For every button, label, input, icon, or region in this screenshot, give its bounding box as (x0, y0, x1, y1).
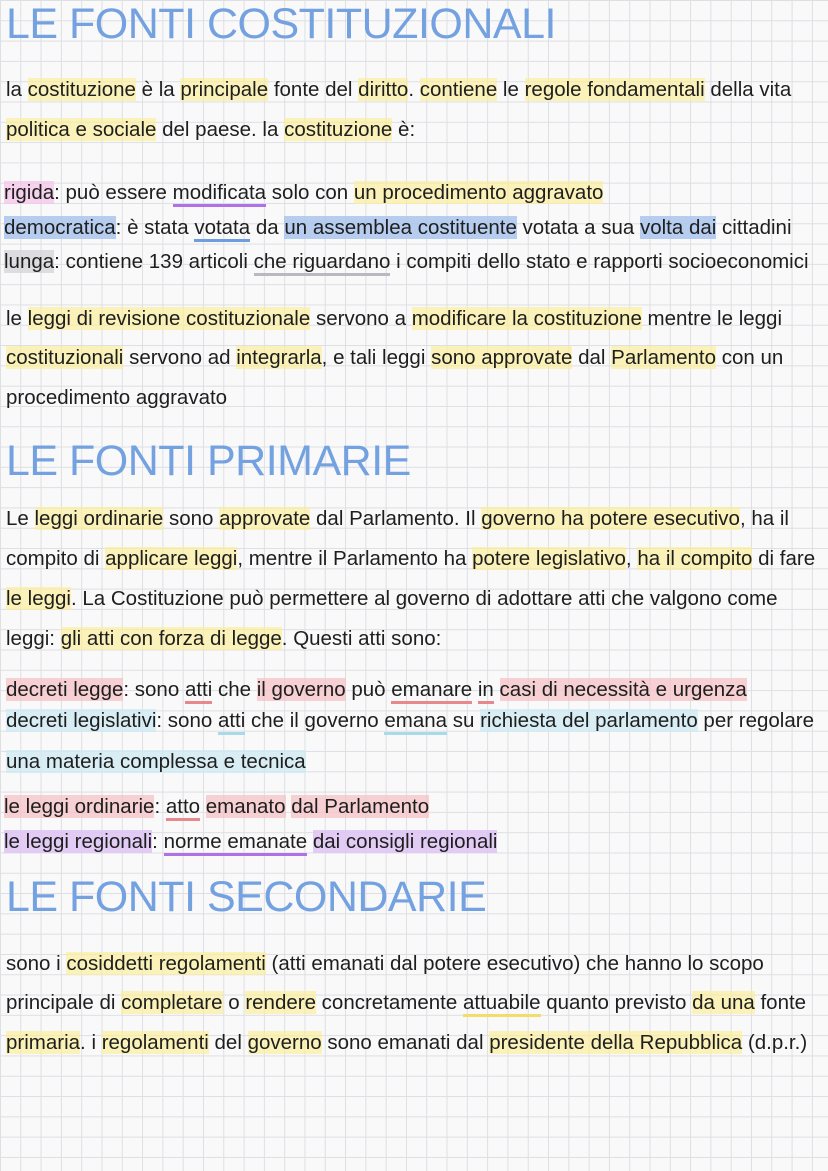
text-line: le leggi di revisione costituzionale servono a modificare la costituzione mentre le leggi (6, 307, 783, 330)
section-heading: LE FONTI PRIMARIE (6, 437, 411, 485)
section-heading: LE FONTI SECONDARIE (6, 873, 487, 921)
text-line: compito di applicare leggi, mentre il Parlamento ha potere legislativo, ha il compito di fare (6, 547, 816, 570)
text-line: procedimento aggravato (6, 386, 228, 409)
list-item: una materia complessa e tecnica (6, 750, 306, 773)
text-line: sono i cosiddetti regolamenti (atti emanati dal potere esecutivo) che hanno lo scopo (6, 952, 764, 975)
section-heading: LE FONTI COSTITUZIONALI (6, 0, 556, 48)
list-item: rigida: può essere modificata solo con un procedimento aggravato (4, 180, 603, 206)
list-item: democratica: è stata votata da un assemblea costituente votata a sua volta dai cittadini (4, 215, 792, 241)
list-item: decreti legge: sono atti che il governo può emanare in casi di necessità e urgenza (6, 677, 747, 703)
list-item: le leggi regionali: norme emanate dai consigli regionali (4, 829, 497, 855)
text-line: Le leggi ordinarie sono approvate dal Parlamento. Il governo ha potere esecutivo, ha il (6, 507, 789, 530)
text-line: principale di completare o rendere concretamente attuabile quanto previsto da una fonte (6, 990, 806, 1016)
list-item: le leggi ordinarie: atto emanato dal Parlamento (4, 794, 429, 820)
text-line: leggi: gli atti con forza di legge. Questi atti sono: (6, 627, 442, 650)
list-item: lunga: contiene 139 articoli che riguardano i compiti dello stato e rapporti socioeconomici (4, 249, 809, 275)
text-line: la costituzione è la principale fonte del diritto. contiene le regole fondamentali della vita (6, 78, 792, 101)
text-line: costituzionali servono ad integrarla, e tali leggi sono approvate dal Parlamento con un (6, 346, 784, 369)
text-line: le leggi. La Costituzione può permettere al governo di adottare atti che valgono come (6, 587, 778, 610)
text-line: politica e sociale del paese. la costituzione è: (6, 118, 416, 141)
text-line: primaria. i regolamenti del governo sono emanati dal presidente della Repubblica (d.p.r.) (6, 1031, 808, 1054)
list-item: decreti legislativi: sono atti che il governo emana su richiesta del parlamento per regolare (6, 708, 814, 734)
